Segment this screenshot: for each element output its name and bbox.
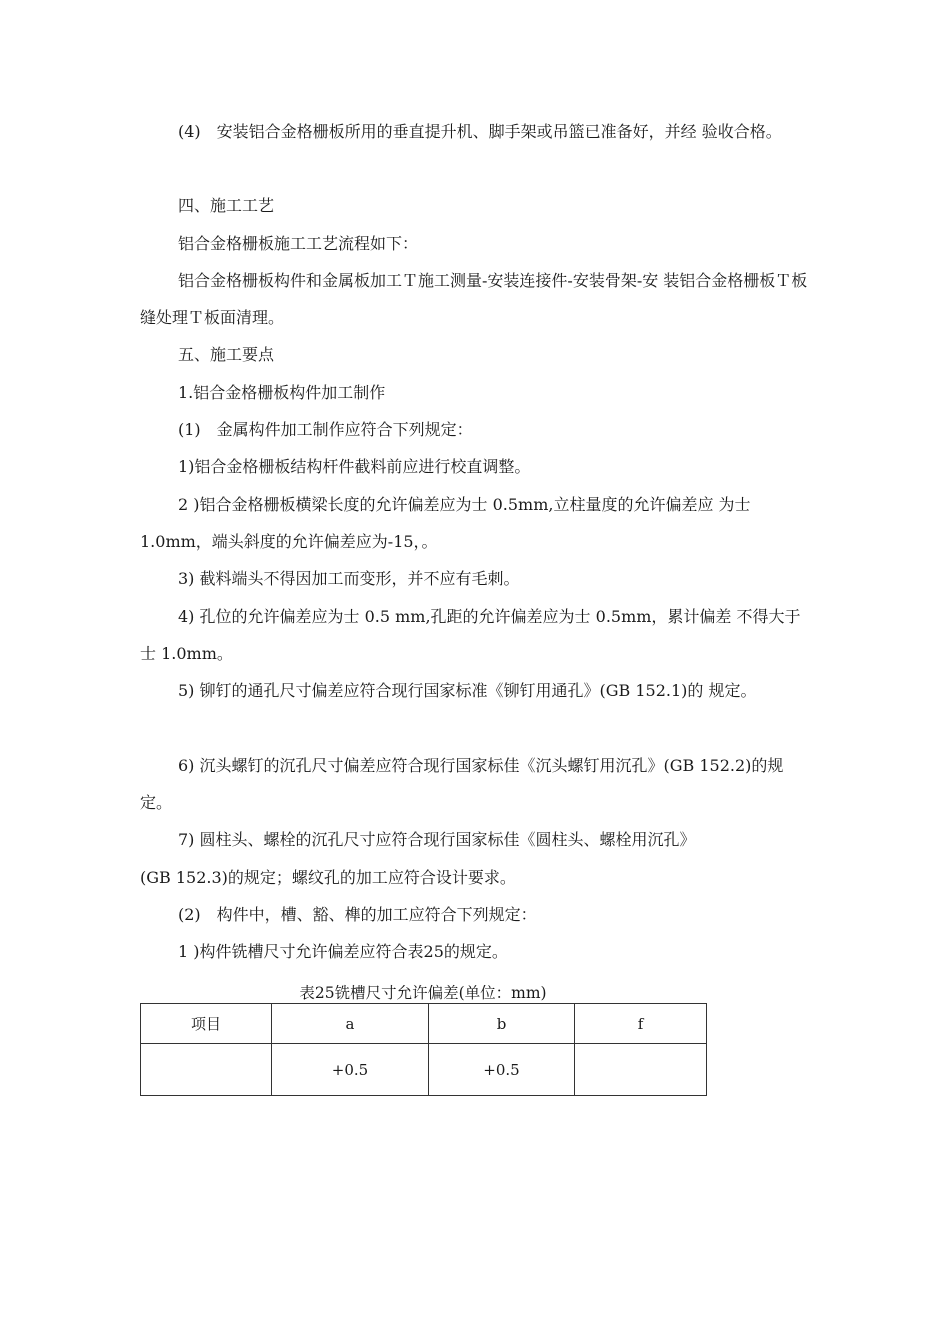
paragraph-item-1-6: 6) 沉头螺钉的沉孔尺寸偏差应符合现行国家标佳《沉头螺钉用沉孔》(GB 152.2)的规定。	[140, 756, 784, 812]
section-heading-key-points: 五、施工要点	[178, 345, 275, 364]
paragraph-item-2-1: 1 )构件铣槽尺寸允许偏差应符合表25的规定。	[178, 942, 508, 961]
table-cell: +0.5	[272, 1044, 429, 1096]
table-header-cell: a	[272, 1004, 429, 1044]
table-header-cell: 项目	[141, 1004, 272, 1044]
paragraph-item-2: (2) 构件中，槽、豁、榫的加工应符合下列规定：	[178, 905, 537, 924]
paragraph-item-1-7: 7) 圆柱头、螺栓的沉孔尺寸应符合现行国家标佳《圆柱头、螺栓用沉孔》	[178, 830, 696, 849]
tolerance-table	[140, 1003, 707, 1096]
subheading-fabrication: 1.铝合金格栅板构件加工制作	[178, 383, 386, 402]
table-cell: +0.5	[429, 1044, 575, 1096]
paragraph-process-intro: 铝合金格栅板施工工艺流程如下：	[178, 234, 419, 253]
table-cell	[575, 1044, 707, 1096]
paragraph-item-1-7-cont: (GB 152.3)的规定；螺纹孔的加工应符合设计要求。	[140, 868, 516, 887]
paragraph-item-1-5: 5) 铆钉的通孔尺寸偏差应符合现行国家标准《铆钉用通孔》(GB 152.1)的 规定。	[178, 681, 757, 700]
paragraph-item-1-2: 2 )铝合金格栅板横梁长度的允许偏差应为士 0.5mm,立柱量度的允许偏差应 为士 1.0mm，端头斜度的允许偏差应为-15，。	[140, 495, 751, 551]
paragraph-process-flow: 铝合金格栅板构件和金属板加工Ｔ施工测量-安装连接件-安装骨架-安 装铝合金格栅板Ｔ板缝处理Ｔ板面清理。	[140, 271, 808, 327]
table-header-cell: f	[575, 1004, 707, 1044]
paragraph-installation-prep: (4) 安装铝合金格栅板所用的垂直提升机、脚手架或吊篮已准备好，并经 验收合格。	[178, 122, 782, 141]
paragraph-item-1-3: 3) 截料端头不得因加工而变形，并不应有毛刺。	[178, 569, 520, 588]
table-header-cell: b	[429, 1004, 575, 1044]
table-header-row	[141, 1004, 707, 1044]
table-cell	[141, 1044, 272, 1096]
section-heading-process: 四、施工工艺	[178, 196, 275, 215]
paragraph-item-1-1: 1)铝合金格栅板结构杆件截料前应进行校直调整。	[178, 457, 531, 476]
table-row	[141, 1044, 707, 1096]
paragraph-item-1: (1) 金属构件加工制作应符合下列规定：	[178, 420, 473, 439]
table-caption: 表25铣槽尺寸允许偏差(单位：mm)	[299, 984, 547, 1002]
paragraph-item-1-4: 4) 孔位的允许偏差应为士 0.5 mm,孔距的允许偏差应为士 0.5mm，累计偏差 不得大于士 1.0mm。	[140, 607, 801, 663]
